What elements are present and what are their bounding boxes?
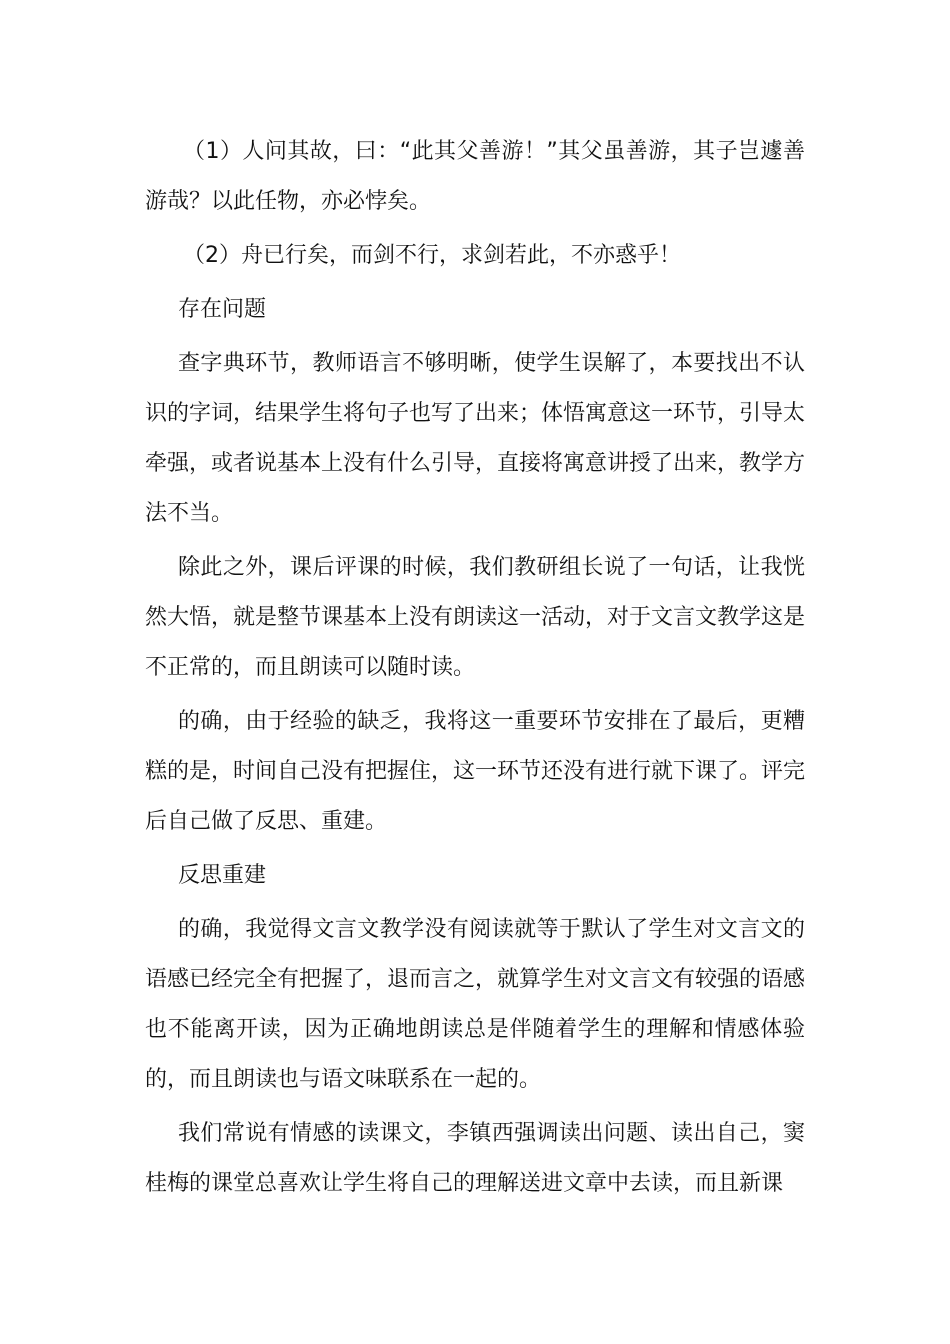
paragraph-1: （1）人问其故，曰：“此其父善游！”其父虽善游，其子岂遽善游哉？以此任物，亦必悖矣。 — [145, 139, 805, 214]
document-body — [145, 127, 805, 1213]
paragraph-7: 我们常说有情感的读课文，李镇西强调读出问题、读出自己，窦桂梅的课堂总喜欢让学生将自己的理解送进文章中去读，而且新课 — [145, 1121, 805, 1196]
paragraph-6: 的确，我觉得文言文教学没有阅读就等于默认了学生对文言文的语感已经完全有把握了，退而言之，就算学生对文言文有较强的语感也不能离开读，因为正确地朗读总是伴随着学生的理解和情感体验的，而且朗读也与语文味联系在一起的。 — [145, 917, 806, 1092]
paragraph-4: 除此之外，课后评课的时候，我们教研组长说了一句话，让我恍然大悟，就是整节课基本上没有朗读这一活动，对于文言文教学这是不正常的，而且朗读可以随时读。 — [145, 555, 806, 680]
paragraph-2: （2）舟已行矣，而剑不行，求剑若此，不亦惑乎！ — [183, 243, 681, 268]
paragraph-5: 的确，由于经验的缺乏，我将这一重要环节安排在了最后，更糟糕的是，时间自己没有把握住，这一环节还没有进行就下课了。评完后自己做了反思、重建。 — [145, 709, 806, 834]
section-heading-problems: 存在问题 — [178, 297, 267, 322]
section-heading-reflection: 反思重建 — [178, 863, 267, 888]
paragraph-3: 查字典环节，教师语言不够明晰，使学生误解了，本要找出不认识的字词，结果学生将句子也写了出来；体悟寓意这一环节，引导太牵强，或者说基本上没有什么引导，直接将寓意讲授了出来，教学方法不当。 — [145, 351, 806, 526]
